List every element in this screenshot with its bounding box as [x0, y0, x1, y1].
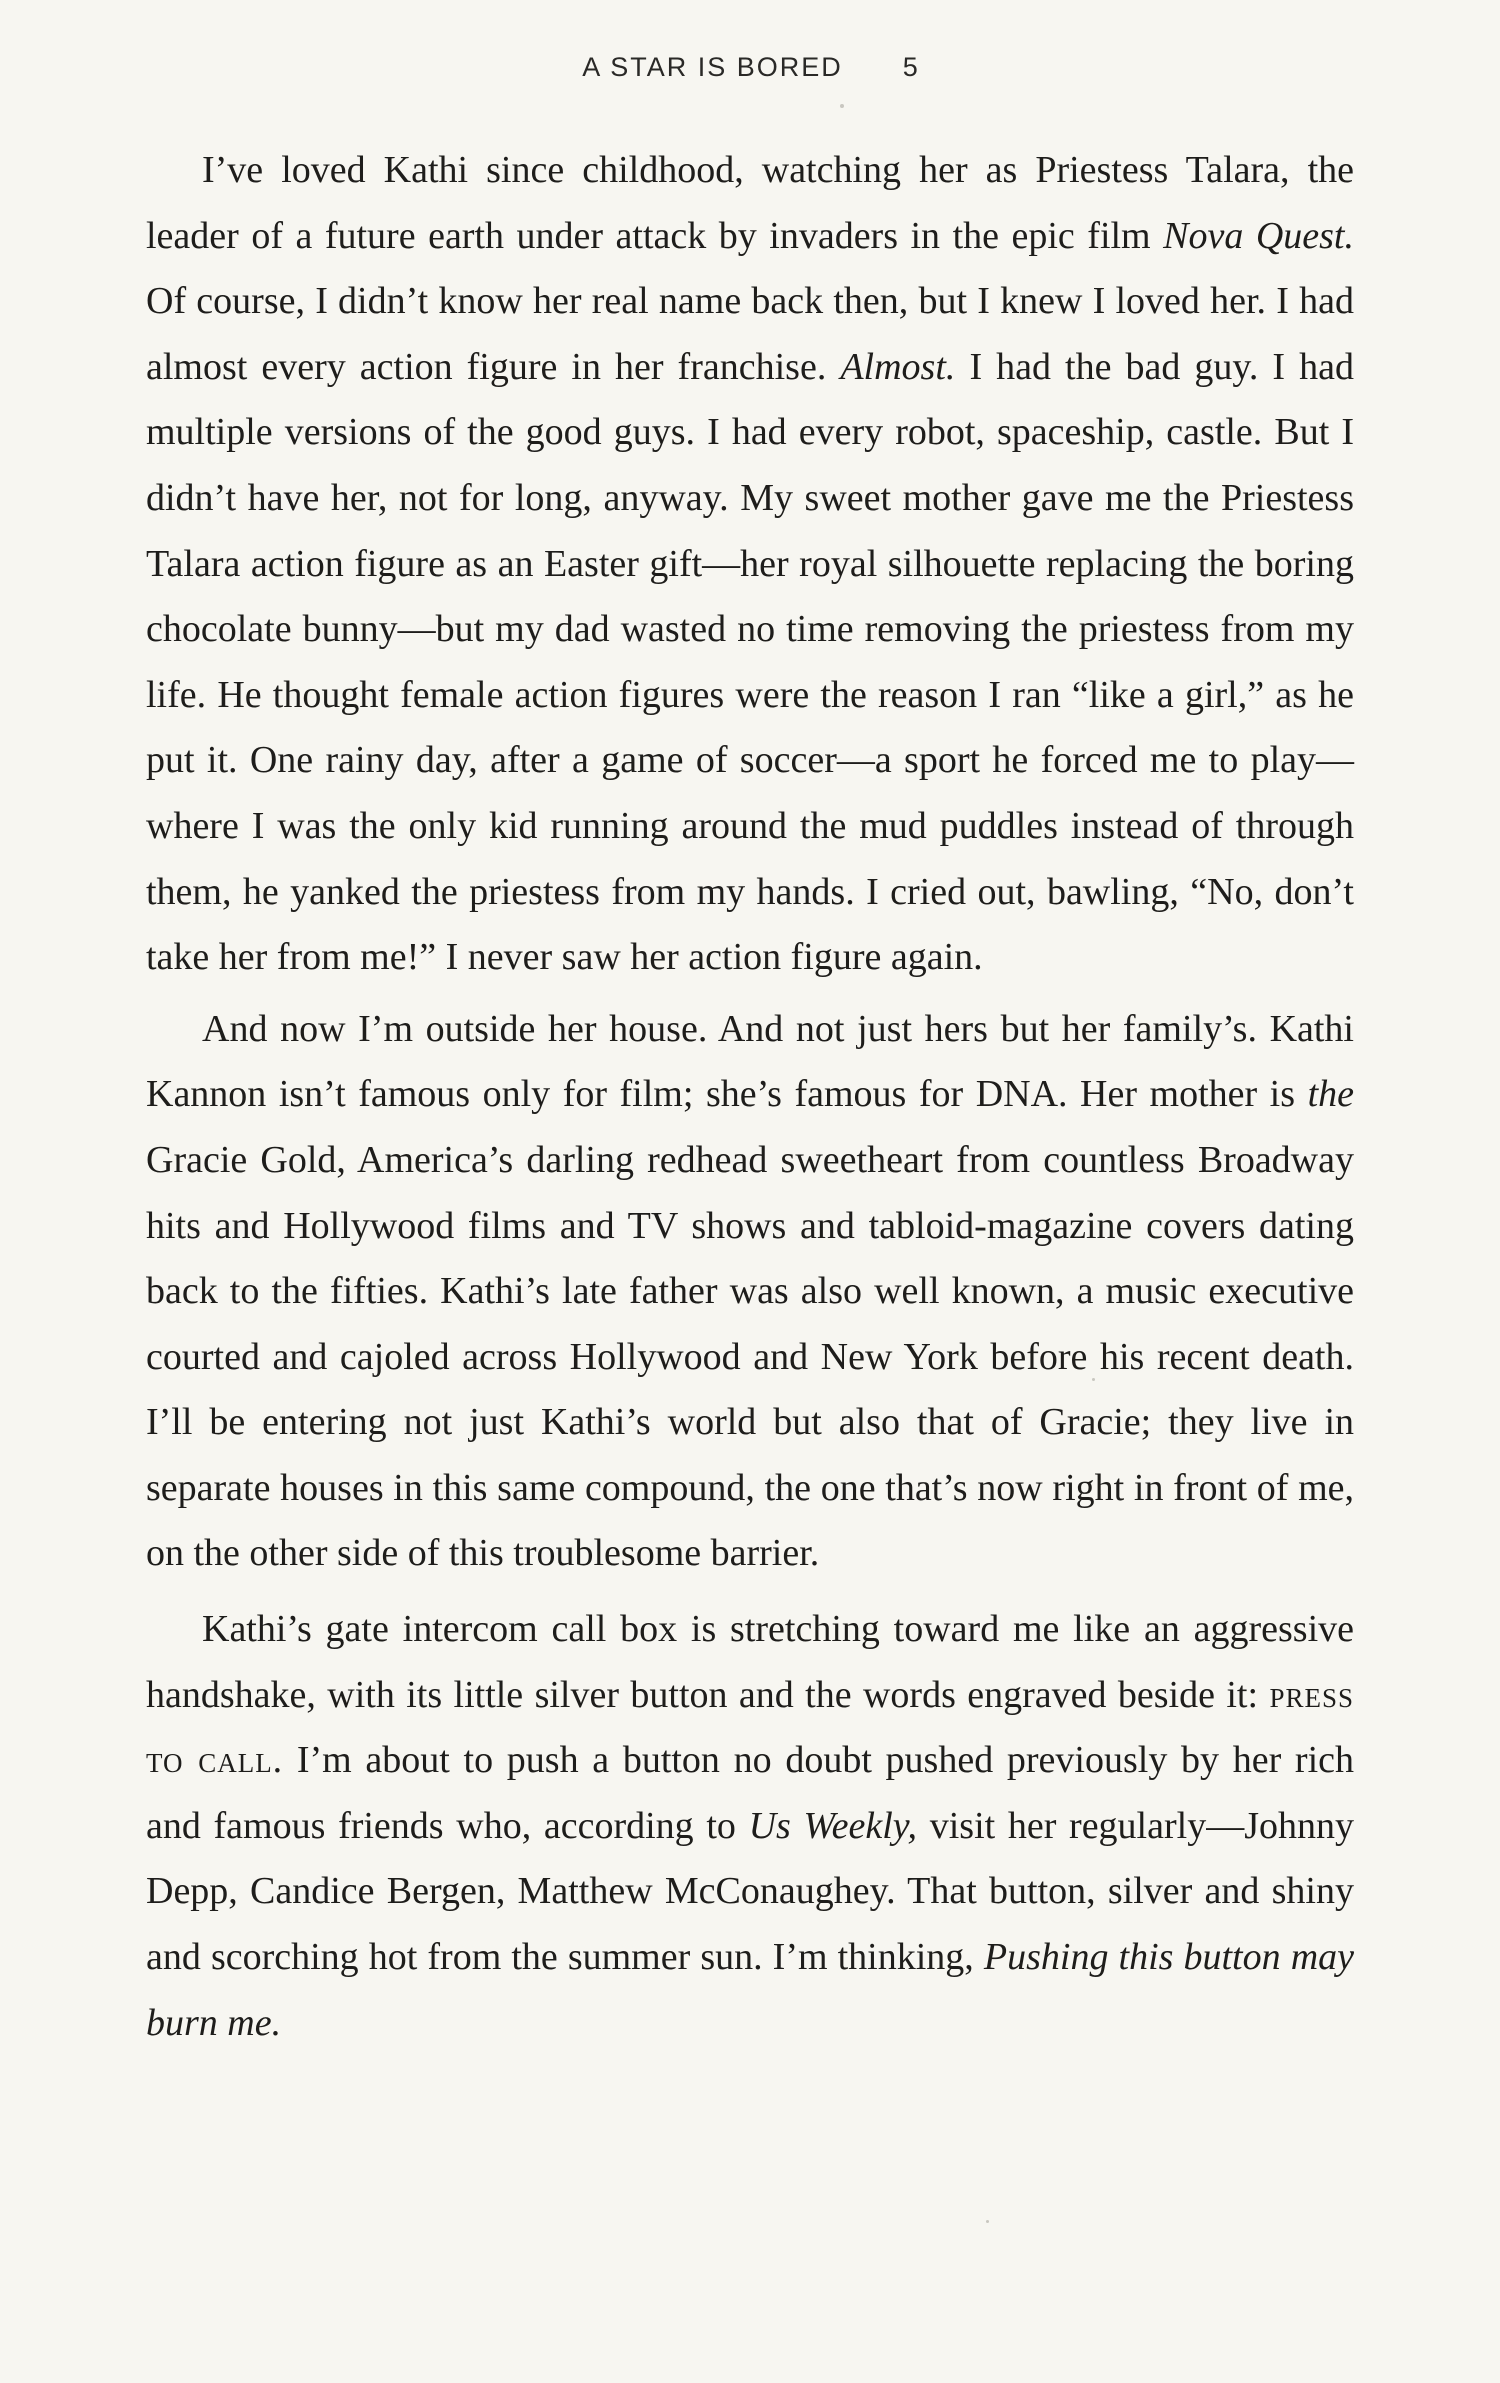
p2-seg-0: And now I’m outside her house. And not just hers but her family’s. Kathi Kannon isn’t famous only for film; she’s famous for DNA. Her mother is: [146, 1007, 1354, 1116]
scan-speck: [840, 104, 844, 108]
p2-seg-2: Gracie Gold, America’s darling redhead sweetheart from countless Broadway hits and Hollywood films and TV shows and tabloid-magazine covers dating back to the fifties. Kathi’s late father was also well known, a music executive courted and cajoled across Hollywood and New York before his recent death. I’ll be entering not just Kathi’s world but also that of Gracie; they live in separate houses in this same compound, the one that’s now right in front of me, on the other side of this troublesome barrier.: [146, 1138, 1354, 1575]
page-number: 5: [902, 52, 918, 82]
paragraph-3: [146, 1597, 1354, 2056]
running-head: [0, 52, 1500, 83]
scan-speck: [986, 2220, 989, 2223]
p1-seg-1: Nova Quest.: [1163, 214, 1354, 257]
p1-seg-0: I’ve loved Kathi since childhood, watching her as Priestess Talara, the leader of a future earth under attack by invaders in the epic film: [146, 149, 1354, 257]
p3-seg-4: visit her regularly—Johnny Depp, Candice Bergen, Matthew McConaughey. That button, silver and shiny and scorching hot from the summer sun. I’m thinking,: [146, 1804, 1354, 1979]
running-head-title: A STAR IS BORED: [582, 52, 843, 82]
p3-seg-1: press to call.: [146, 1673, 1354, 1782]
p3-seg-0: Kathi’s gate intercom call box is stretching toward me like an aggressive handshake, with its little silver button and the words engraved beside it:: [146, 1608, 1354, 1716]
p2-seg-1: the: [1307, 1073, 1354, 1116]
p3-seg-3: Us Weekly,: [748, 1804, 918, 1847]
p1-seg-4: I had the bad guy. I had multiple versions of the good guys. I had every robot, spaceship, castle. But I didn’t have her, not for long, anyway. My sweet mother gave me the Priestess Talara action figure as an Easter gift—her royal silhouette replacing the boring chocolate bunny—but my dad wasted no time removing the priestess from my life. He thought female action figures were the reason I ran “like a girl,” as he put it. One rainy day, after a game of soccer—a sport he forced me to play—where I was the only kid running around the mud puddles instead of through them, he yanked the priestess from my hands. I cried out, bawling, “No, don’t take her from me!” I never saw her action figure again.: [146, 345, 1354, 979]
p3-seg-2: I’m about to push a button no doubt pushed previously by her rich and famous friends who, according to: [146, 1739, 1354, 1847]
paragraph-1: [146, 138, 1354, 991]
scan-speck: [1092, 1378, 1095, 1381]
p1-seg-2: Of course, I didn’t know her real name back then, but I knew I loved her. I had almost every action figure in her franchise.: [146, 280, 1354, 388]
p1-seg-3: Almost.: [840, 345, 956, 388]
p3-seg-5: Pushing this button may burn me.: [146, 1936, 1355, 2044]
body-text: [146, 138, 1354, 2056]
paragraph-2: [146, 997, 1354, 1587]
